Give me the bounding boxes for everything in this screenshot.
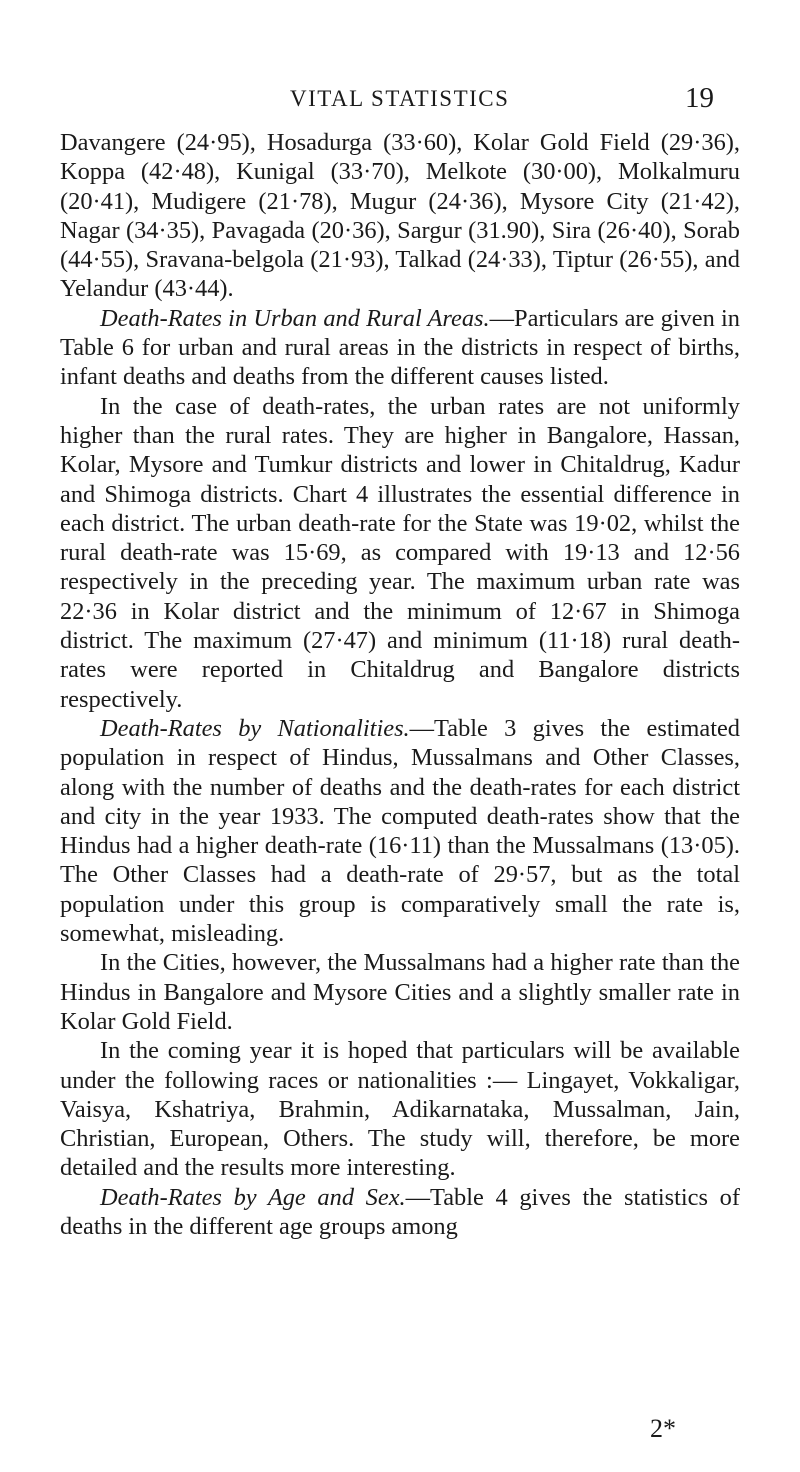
paragraph-text: In the coming year it is hoped that particulars will be available under the following races or nationalities :— Lingayet, Vokkaligar, Vaisya, Kshatriya, Brahmin, Adikarnataka, Mussalman, Jain, Christian, European, Others. The study will, therefore, be more detailed and the results more interesting. xyxy=(60,1037,740,1182)
running-head-title: VITAL STATISTICS xyxy=(290,86,510,111)
paragraph-age-sex xyxy=(60,1183,740,1242)
paragraph-text: Davangere (24·95), Hosadurga (33·60), Kolar Gold Field (29·36), Koppa (42·48), Kunigal (33·70), Melkote (30·00), Molkalmuru (20·41), Mudigere (21·78), Mugur (24·36), Mysore City (21·42), Nagar (34·35), Pavagada (20·36), Sargur (31.90), Sira (26·40), Sorab (44·55), Sravana-belgola (21·93), Talkad (24·33), Tiptur (26·55), and Yelandur (43·44). xyxy=(60,129,740,303)
paragraph-urban-rural xyxy=(60,304,740,392)
paragraph-text: —Particulars are given in Table 6 for urban and rural areas in the districts in respect of births, infant deaths and deaths from the different causes listed. xyxy=(60,304,740,391)
paragraph-cities xyxy=(60,948,740,1036)
section-heading-age-sex: Death-Rates by Age and Sex. xyxy=(100,1183,406,1211)
body-text xyxy=(60,128,740,1241)
section-heading-nationalities: Death-Rates by Nationalities. xyxy=(100,714,410,742)
paragraph-text: In the Cities, however, the Mussalmans had a higher rate than the Hindus in Bangalore and Mysore Cities and a slightly smaller rate in Kolar Gold Field. xyxy=(60,949,740,1035)
paragraph-text: —Table 4 gives the statistics of deaths in the different age groups among xyxy=(60,1183,740,1240)
running-head xyxy=(0,80,800,120)
paragraph-coming-year xyxy=(60,1036,740,1182)
paragraph-death-rates xyxy=(60,392,740,714)
section-heading-urban-rural: Death-Rates in Urban and Rural Areas. xyxy=(100,304,490,332)
paragraph-text: —Table 3 gives the estimated population in respect of Hindus, Mussalmans and Other Classes, along with the number of deaths and the death-rates for each district and city in the year 1933. The computed death-rates show that the Hindus had a higher death-rate (16·11) than the Mussalmans (13·05). The Other Classes had a death-rate of 29·57, but as the total population under this group is comparatively small the rate is, somewhat, misleading. xyxy=(60,714,740,948)
page-number: 19 xyxy=(685,82,714,114)
paragraph-text: In the case of death-rates, the urban rates are not uniformly higher than the rural rates. They are higher in Bangalore, Hassan, Kolar, Mysore and Tumkur districts and lower in Chitaldrug, Kadur and Shimoga districts. Chart 4 illustrates the essential difference in each district. The urban death-rate for the State was 19·02, whilst the rural death-rate was 15·69, as compared with 19·13 and 12·56 respectively in the preceding year. The maximum urban rate was 22·36 in Kolar district and the minimum of 12·67 in Shimoga district. The maximum (27·47) and minimum (11·18) rural death-rates were reported in Chitaldrug and Bangalore districts respectively. xyxy=(60,392,740,713)
paragraph-town-rates xyxy=(60,128,740,304)
signature-mark: 2* xyxy=(650,1414,676,1443)
paragraph-nationalities xyxy=(60,714,740,948)
